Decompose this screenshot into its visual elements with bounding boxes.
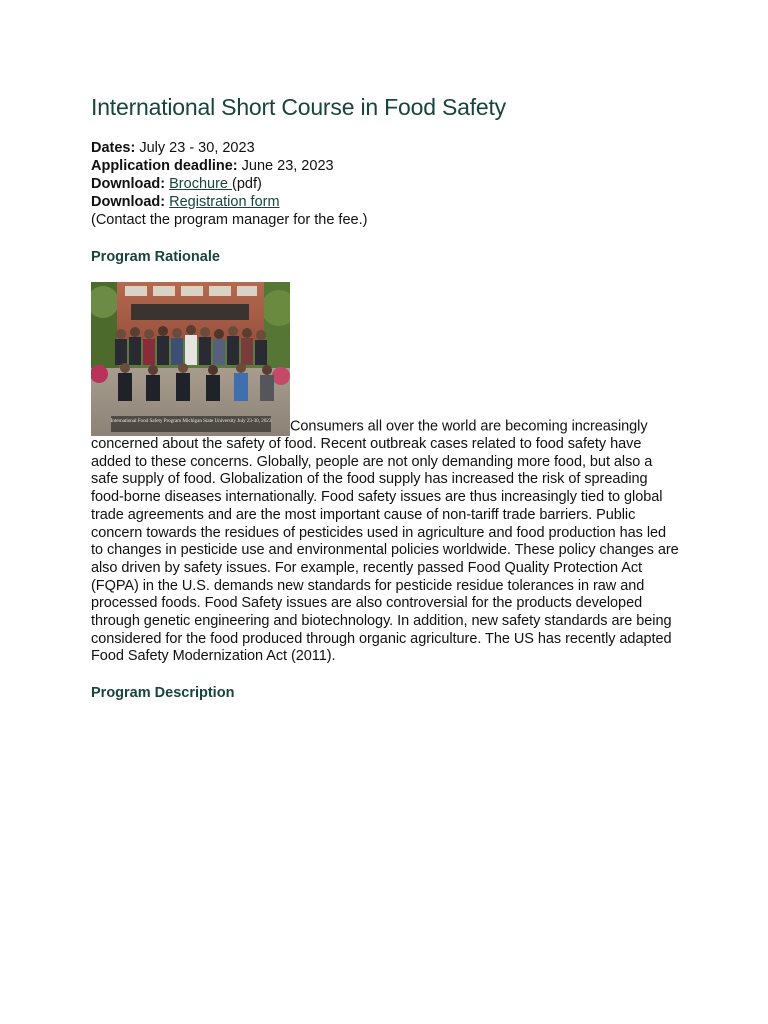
download-label: Download: [91,176,166,192]
brochure-download-row [91,175,681,193]
rationale-text: Consumers all over the world are becoming increasingly concerned about the safety of food. Recent outbreak cases related to food safety have added to these concerns. Globally, people are not only demanding more food, but also a safe supply of food. Globalization of the food supply has increased the risk of spreading food-borne diseases internationally. Food safety issues are thus increasingly tied to global trade agreements and are the most important cause of non-tariff trade barriers. Public concern towards the residues of pesticides used in agriculture and food production has led to changes in pesticide use and environmental policies worldwide. These policy changes are also driven by safety issues. For example, recently passed Food Quality Protection Act (FQPA) in the U.S. demands new standards for pesticide residue tolerances in raw and processed foods. Food Safety issues are also controversial for the products developed through genetic engineering and biotechnology. In addition, new safety standards are being considered for the food produced through organic agriculture. The US has recently adapted Food Safety Modernization Act (2011). [91,418,679,665]
content [91,92,681,702]
photo-caption: International Food Safety Program Michigan State University July 23-30, 2023 [110,418,272,424]
group-photo [91,282,290,436]
brochure-format: (pdf) [232,176,262,192]
dates-value: July 23 - 30, 2023 [135,140,255,156]
page-title: International Short Course in Food Safety [91,94,506,120]
course-details [91,139,681,229]
dates-label: Dates: [91,140,136,156]
section-heading-rationale: Program Rationale [91,249,220,265]
dates-row [91,139,681,157]
deadline-label: Application deadline: [91,158,238,174]
deadline-row [91,157,681,175]
rationale-block [91,282,681,666]
download-label: Download: [91,194,166,210]
registration-form-link[interactable]: Registration form [169,194,280,210]
registration-download-row [91,193,681,211]
deadline-value: June 23, 2023 [237,158,334,174]
brochure-link[interactable]: Brochure [169,176,233,192]
section-heading-description: Program Description [91,685,235,702]
contact-note: (Contact the program manager for the fee.) [91,212,368,228]
